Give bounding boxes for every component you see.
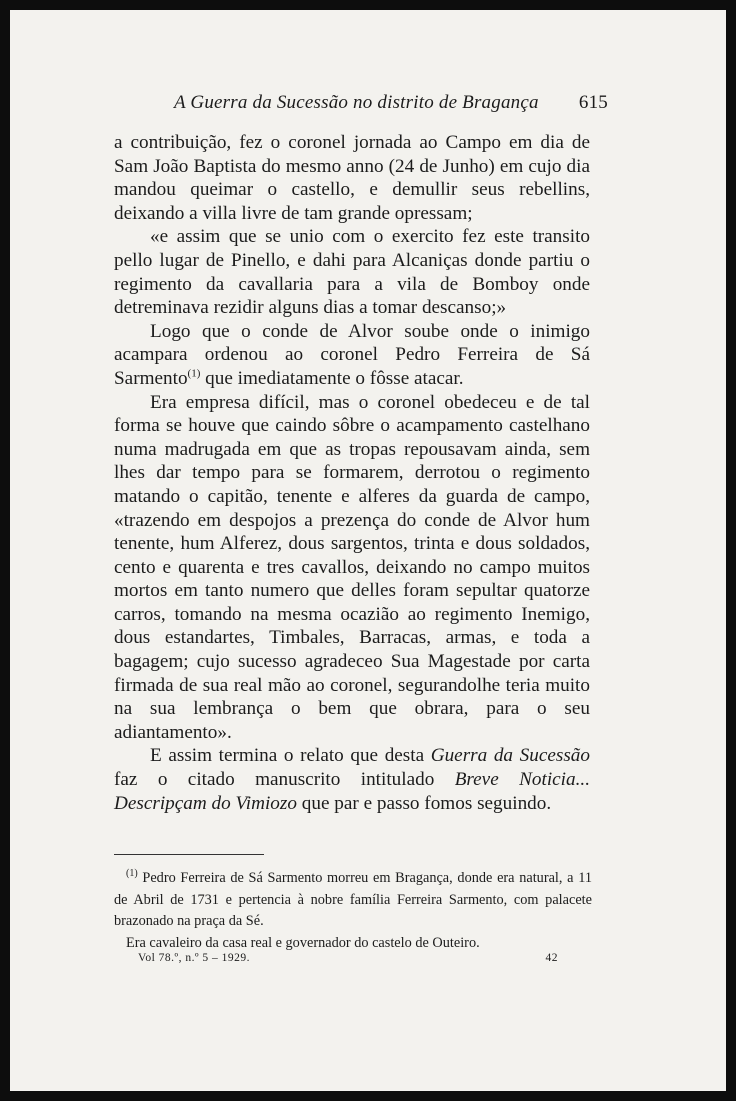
paragraph-5-part-3: que par e passo fomos seguindo. (296, 792, 552, 814)
running-title: A Guerra da Sucessão no distrito de Bragança (174, 92, 539, 113)
paragraph-2: «e assim que se unio com o exercito fez este transito pello lugar de Pinello, e dahi para Alcaniças donde partiu o regimento da cavallaria para a vila de Bomboy onde detreminava rezidir alguns dias a tomar descanso;» (114, 226, 590, 319)
footnote-marker: (1) (126, 868, 138, 880)
italic-title-2: Breve Noticia... Descripçam do Vimiozo (114, 769, 590, 814)
page-number: 615 (578, 92, 608, 113)
paragraph-5-part-1: E assim termina o relato que desta (150, 745, 431, 767)
main-text (114, 131, 590, 815)
paragraph-5-part-2: faz o citado manuscrito intitulado (114, 769, 455, 791)
paragraph-1: a contribuição, fez o coronel jornada ao Campo em dia de Sam João Baptista do mesmo anno (24 de Junho) em cujo dia mandou queimar o castello, e demullir seus rebellins, deixando a villa livre de tam grande opressam; (114, 132, 590, 224)
footnote-1 (114, 868, 592, 933)
paragraph-3 (114, 320, 590, 391)
paragraph-4: Era empresa difícil, mas o coronel obedeceu e de tal forma se houve que caindo sôbre o acampamento castelhano numa madrugada em que as tropas repousavam ainda, sem lhes dar tempo para se formarem, derrotou o regimento matando o capitão, tenente e alferes da guarda de campo, «trazendo em despojos a prezença do conde de Alvor hum tenente, hum Alferez, dous sargentos, trinta e dous soldados, cento e quarenta e tres cavallos, deixando no campo muitos mortos em tanto numero que delles foram sepultar quatorze carros, tomando na mesma ocazião ao regimento Inemigo, dous estandartes, Timbales, Barracas, armas, e toda a bagagem; cujo sucesso agradeceo Sua Magestade por carta firmada de sua real mão ao coronel, segurandolhe teria muito na sua lembrança o bem que obrara, para o seu adiantamento». (114, 391, 590, 743)
volume-info: Vol 78.º, n.º 5 – 1929. (138, 952, 251, 964)
sheet-number: 42 (545, 952, 558, 964)
footnote-1-text: Pedro Ferreira de Sá Sarmento morreu em Bragança, donde era natural, a 11 de Abril de 1731 e pertencia à nobre família Ferreira Sarmento, com palacete brazonado na praça da Sé. (114, 870, 592, 930)
paragraph-3-text: Logo que o conde de Alvor soube onde o inimigo acampara ordenou ao coronel Pedro Ferreira de Sá Sarmento (114, 320, 590, 389)
paragraph-5 (114, 744, 590, 815)
footnotes (114, 868, 592, 954)
paragraph-3-text-end: que imediatamente o fôsse atacar. (200, 367, 464, 389)
italic-title-1: Guerra da Sucessão (430, 745, 590, 767)
footnote-reference: (1) (187, 367, 201, 380)
footnote-divider (114, 854, 264, 855)
footnote-1-continuation: Era cavaleiro da casa real e governador do castelo de Outeiro. (126, 934, 480, 951)
book-page (10, 10, 726, 1091)
